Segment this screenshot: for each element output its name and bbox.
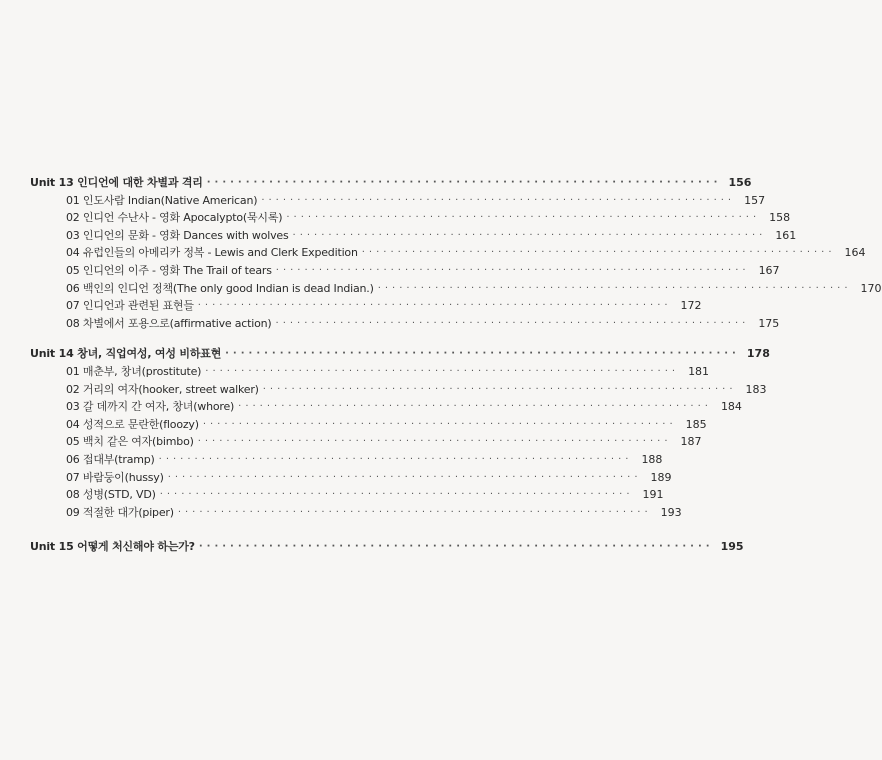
dot-leader: ··································································	[205, 365, 680, 377]
dot-leader: ··································································	[158, 453, 633, 465]
page-number: 157	[744, 193, 766, 207]
entry-label: 03 인디언의 문화 - 영화 Dances with wolves	[66, 228, 289, 242]
dot-leader: ··································································	[292, 229, 767, 241]
entry-label: 01 매춘부, 창녀(prostitute)	[66, 364, 202, 378]
toc-entry[interactable]	[30, 504, 682, 522]
dot-leader: ··································································	[275, 264, 750, 276]
unit-heading[interactable]	[30, 174, 752, 192]
page-number: 181	[688, 364, 710, 378]
toc-entry[interactable]	[30, 451, 663, 469]
entry-label: 09 적절한 대가(piper)	[66, 505, 174, 519]
unit-title: Unit 15 어떻게 처신해야 하는가?	[30, 540, 195, 554]
dot-leader: ··································································	[286, 212, 761, 224]
page-number: 172	[680, 299, 702, 313]
entry-label: 05 인디언의 이주 - 영화 The Trail of tears	[66, 263, 272, 277]
entry-label: 08 차별에서 포용으로(affirmative action)	[66, 316, 272, 330]
entry-label: 04 성적으로 문란한(floozy)	[66, 417, 199, 431]
page-number: 195	[720, 540, 744, 554]
toc-entry[interactable]	[30, 244, 866, 262]
toc-entry[interactable]	[30, 227, 797, 245]
dot-leader: ··································································	[206, 177, 722, 188]
dot-leader: ··································································	[167, 471, 642, 483]
toc-entry[interactable]	[30, 297, 702, 315]
entry-label: 05 백치 같은 여자(bimbo)	[66, 435, 194, 449]
dot-leader: ··································································	[361, 247, 836, 259]
page-number: 175	[758, 316, 780, 330]
page-number: 193	[660, 505, 682, 519]
dot-leader: ··································································	[225, 348, 740, 360]
entry-label: 08 성병(STD, VD)	[66, 488, 156, 502]
page-number: 170	[860, 281, 882, 295]
dot-leader: ··································································	[202, 418, 677, 430]
toc-entry[interactable]	[30, 486, 664, 504]
entry-label: 02 인디언 수난사 - 영화 Apocalypto(묵시록)	[66, 211, 283, 225]
dot-leader: ··································································	[275, 317, 750, 329]
dot-leader: ··································································	[159, 489, 634, 501]
page-number: 161	[775, 228, 797, 242]
section-spacer	[30, 521, 448, 538]
table-of-contents	[30, 174, 882, 556]
toc-entry[interactable]	[30, 280, 882, 298]
page-number: 188	[641, 452, 663, 466]
toc-entry[interactable]	[30, 433, 702, 451]
toc-entry[interactable]	[30, 398, 742, 416]
unit-title: Unit 13 인디언에 대한 차별과 격리	[30, 176, 203, 189]
page-number: 185	[685, 417, 707, 431]
unit-title: Unit 14 창녀, 직업여성, 여성 비하표현	[30, 347, 222, 361]
dot-leader: ··································································	[238, 401, 712, 413]
toc-entry[interactable]	[30, 192, 766, 210]
page-number: 178	[746, 347, 770, 361]
dot-leader: ··································································	[177, 506, 652, 518]
toc-entry[interactable]	[30, 315, 780, 333]
page-number: 184	[720, 400, 742, 414]
page-number: 187	[680, 435, 702, 449]
unit-heading[interactable]	[30, 538, 744, 556]
toc-entry[interactable]	[30, 381, 767, 399]
section-spacer	[30, 332, 448, 345]
entry-label: 07 바람둥이(hussy)	[66, 470, 164, 484]
toc-entry[interactable]	[30, 363, 710, 381]
toc-entry[interactable]	[30, 209, 791, 227]
dot-leader: ··································································	[197, 300, 672, 312]
toc-entry[interactable]	[30, 469, 672, 487]
dot-leader: ··································································	[261, 194, 736, 206]
page-number: 164	[844, 246, 866, 260]
entry-label: 01 인도사람 Indian(Native American)	[66, 193, 258, 207]
dot-leader: ··································································	[377, 282, 852, 294]
unit-heading[interactable]	[30, 345, 770, 363]
toc-entry[interactable]	[30, 262, 780, 280]
entry-label: 06 접대부(tramp)	[66, 452, 155, 466]
toc-entry[interactable]	[30, 416, 707, 434]
page-number: 183	[745, 382, 767, 396]
dot-leader: ··································································	[197, 436, 672, 448]
page-number: 191	[642, 488, 664, 502]
dot-leader: ··································································	[198, 541, 714, 553]
page-number: 156	[728, 176, 752, 189]
entry-label: 02 거리의 여자(hooker, street walker)	[66, 382, 259, 396]
entry-label: 03 갈 데까지 간 여자, 창녀(whore)	[66, 400, 235, 414]
entry-label: 04 유럽인들의 아메리카 정복 - Lewis and Clerk Expedition	[66, 246, 358, 260]
entry-label: 06 백인의 인디언 정책(The only good Indian is dead Indian.)	[66, 281, 374, 295]
page-number: 158	[769, 211, 791, 225]
entry-label: 07 인디언과 관련된 표현들	[66, 299, 194, 313]
page-number: 189	[650, 470, 672, 484]
page-number: 167	[758, 263, 780, 277]
dot-leader: ··································································	[262, 383, 737, 395]
